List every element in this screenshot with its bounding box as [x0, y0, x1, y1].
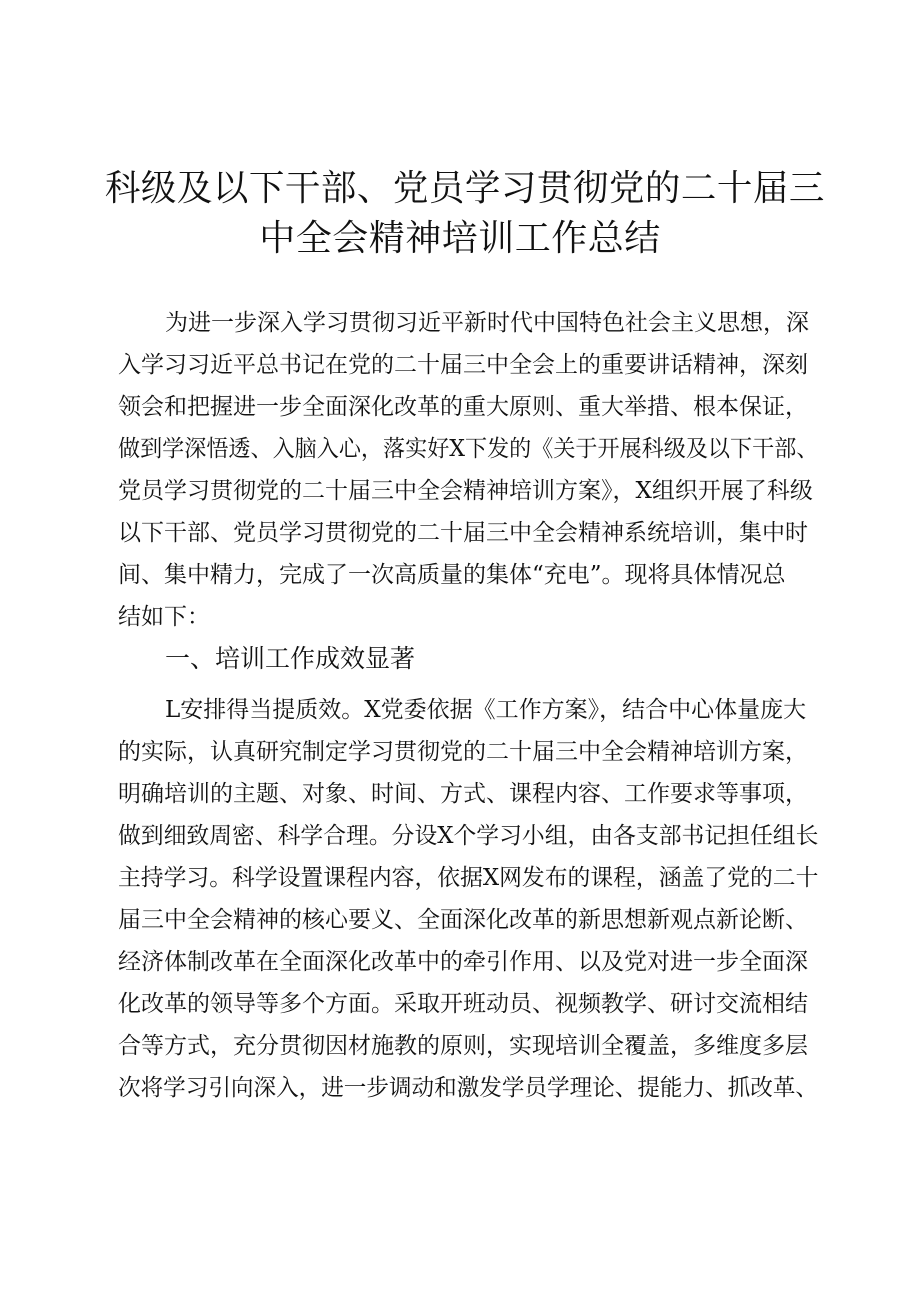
- section-paragraph-line: 做到细致周密、科学合理。分设X个学习小组，由各支部书记担任组长: [118, 823, 819, 849]
- intro-paragraph-line: 领会和把握进一步全面深化改革的重大原则、重大举措、根本保证，: [118, 394, 808, 420]
- intro-paragraph-line: 做到学深悟透、入脑入心，落实好X下发的《关于开展科级及以下干部、: [118, 436, 819, 462]
- intro-paragraph-line: 入学习习近平总书记在党的二十届三中全会上的重要讲话精神，深刻: [118, 352, 808, 378]
- intro-paragraph-line: 党员学习贯彻党的二十届三中全会精神培训方案》，X组织开展了科级: [118, 478, 813, 504]
- section-paragraph-line: 合等方式，充分贯彻因材施教的原则，实现培训全覆盖，多维度多层: [118, 1033, 808, 1059]
- intro-paragraph-line: 为进一步深入学习贯彻习近平新时代中国特色社会主义思想，深: [165, 310, 809, 336]
- intro-paragraph-line: 间、集中精力，完成了一次高质量的集体“充电”。现将具体情况总: [118, 562, 786, 588]
- section-paragraph-line: L安排得当提质效。X党委依据《工作方案》，结合中心体量庞大: [165, 697, 807, 723]
- section-paragraph-line: 经济体制改革在全面深化改革中的牵引作用、以及党对进一步全面深: [118, 949, 808, 975]
- section-paragraph-line: 的实际，认真研究制定学习贯彻党的二十届三中全会精神培训方案，: [118, 739, 808, 765]
- document-title-line-2: 中全会精神培训工作总结: [259, 218, 661, 259]
- section-paragraph-line: 次将学习引向深入，进一步调动和激发学员学理论、提能力、抓改革、: [118, 1075, 818, 1101]
- section-paragraph-line: 主持学习。科学设置课程内容，依据X网发布的课程，涵盖了党的二十: [118, 865, 819, 891]
- intro-paragraph-line: 结如下：: [118, 604, 210, 630]
- section-paragraph-line: 化改革的领导等多个方面。采取开班动员、视频教学、研讨交流相结: [118, 991, 808, 1017]
- intro-paragraph-line: 以下干部、党员学习贯彻党的二十届三中全会精神系统培训，集中时: [118, 520, 808, 546]
- section-paragraph-line: 明确培训的主题、对象、时间、方式、课程内容、工作要求等事项，: [118, 781, 808, 807]
- section-heading: 一、培训工作成效显著: [165, 644, 416, 673]
- section-paragraph-line: 届三中全会精神的核心要义、全面深化改革的新思想新观点新论断、: [118, 907, 808, 933]
- document-title-line-1: 科级及以下干部、党员学习贯彻党的二十届三: [104, 168, 825, 209]
